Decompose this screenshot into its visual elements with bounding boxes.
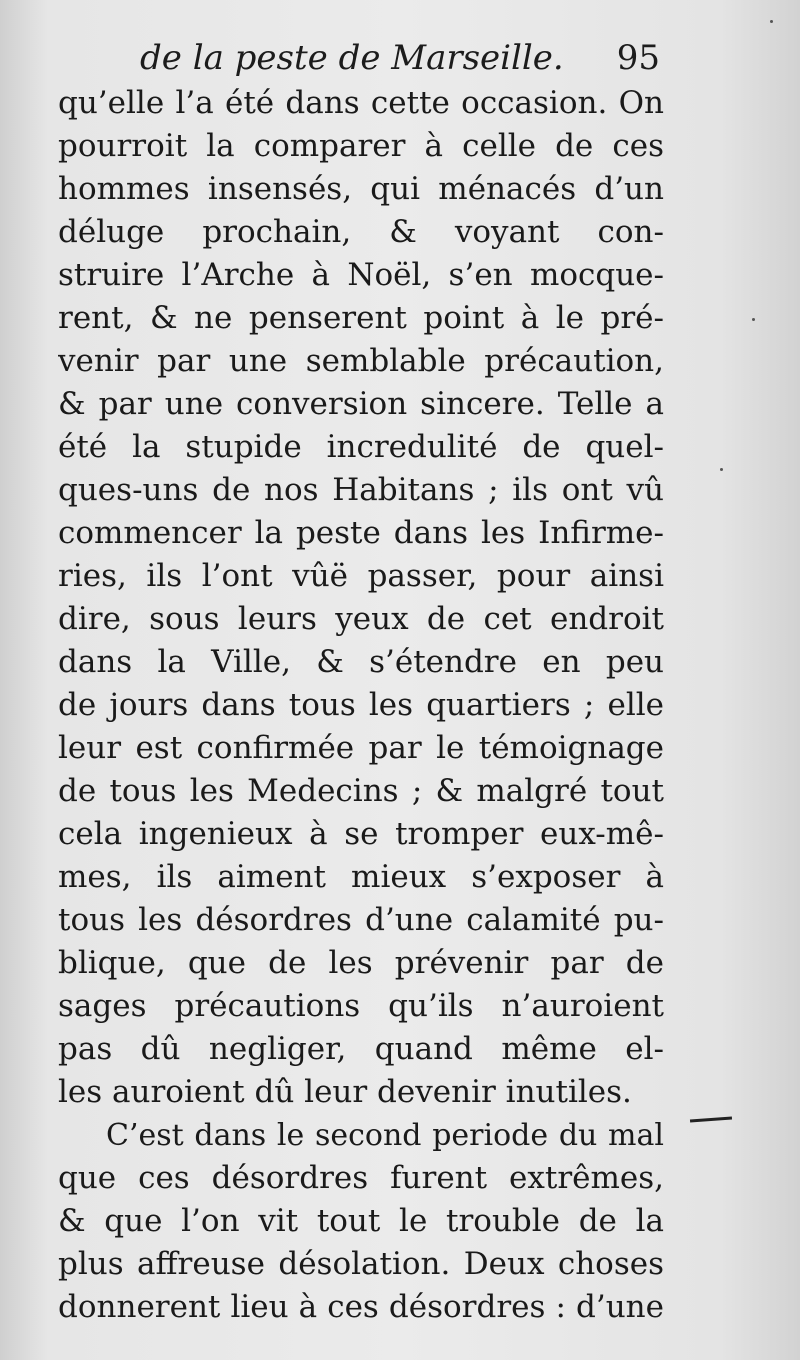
body-text xyxy=(58,82,664,1329)
text-line: C’est dans le second periode du mal xyxy=(106,1118,664,1153)
text-line: commencer la peste dans les Infirme- xyxy=(58,515,664,551)
text-line: de tous les Medecins ; & malgré tout xyxy=(58,773,664,809)
text-line: leur est confirmée par le témoignage xyxy=(58,730,664,766)
text-line: ques-uns de nos Habitans ; ils ont vû xyxy=(58,472,664,508)
text-line: blique, que de les prévenir par de xyxy=(58,945,664,981)
text-line: ries, ils l’ont vûë passer, pour ainsi xyxy=(58,558,664,594)
text-line: struire l’Arche à Noël, s’en mocque- xyxy=(58,257,664,293)
text-line: été la stupide incredulité de quel- xyxy=(58,429,664,465)
text-line: dire, sous leurs yeux de cet endroit xyxy=(58,601,664,637)
running-title: de la peste de Marseille. xyxy=(140,38,564,78)
page-number: 95 xyxy=(616,38,660,78)
text-line: qu’elle l’a été dans cette occasion. On xyxy=(58,85,664,121)
text-line: tous les désordres d’une calamité pu- xyxy=(58,902,664,938)
text-line: plus affreuse désolation. Deux choses xyxy=(58,1246,664,1282)
text-line: que ces désordres furent extrêmes, xyxy=(58,1160,664,1196)
paper-speck xyxy=(752,318,755,321)
margin-mark xyxy=(690,1117,732,1123)
text-line: déluge prochain, & voyant con- xyxy=(58,214,664,250)
text-line: & par une conversion sincere. Telle a xyxy=(58,386,664,422)
text-line: dans la Ville, & s’étendre en peu xyxy=(58,644,664,680)
text-line: de jours dans tous les quartiers ; elle xyxy=(58,687,664,723)
text-line: pourroit la comparer à celle de ces xyxy=(58,128,664,164)
text-line: rent, & ne penserent point à le pré- xyxy=(58,300,664,336)
text-line: venir par une semblable précaution, xyxy=(58,343,664,379)
paper-speck xyxy=(720,468,723,471)
text-line: cela ingenieux à se tromper eux-mê- xyxy=(58,816,664,852)
text-line: & que l’on vit tout le trouble de la xyxy=(58,1203,664,1239)
text-line: hommes insensés, qui ménacés d’un xyxy=(58,171,664,207)
text-line: les auroient dû leur devenir inutiles. xyxy=(58,1074,632,1110)
text-line: pas dû negliger, quand même el- xyxy=(58,1031,664,1067)
text-line: sages précautions qu’ils n’auroient xyxy=(58,988,664,1024)
text-line: donnerent lieu à ces désordres : d’une xyxy=(58,1289,664,1325)
text-line: mes, ils aiment mieux s’exposer à xyxy=(58,859,664,895)
paper-speck xyxy=(770,20,773,23)
